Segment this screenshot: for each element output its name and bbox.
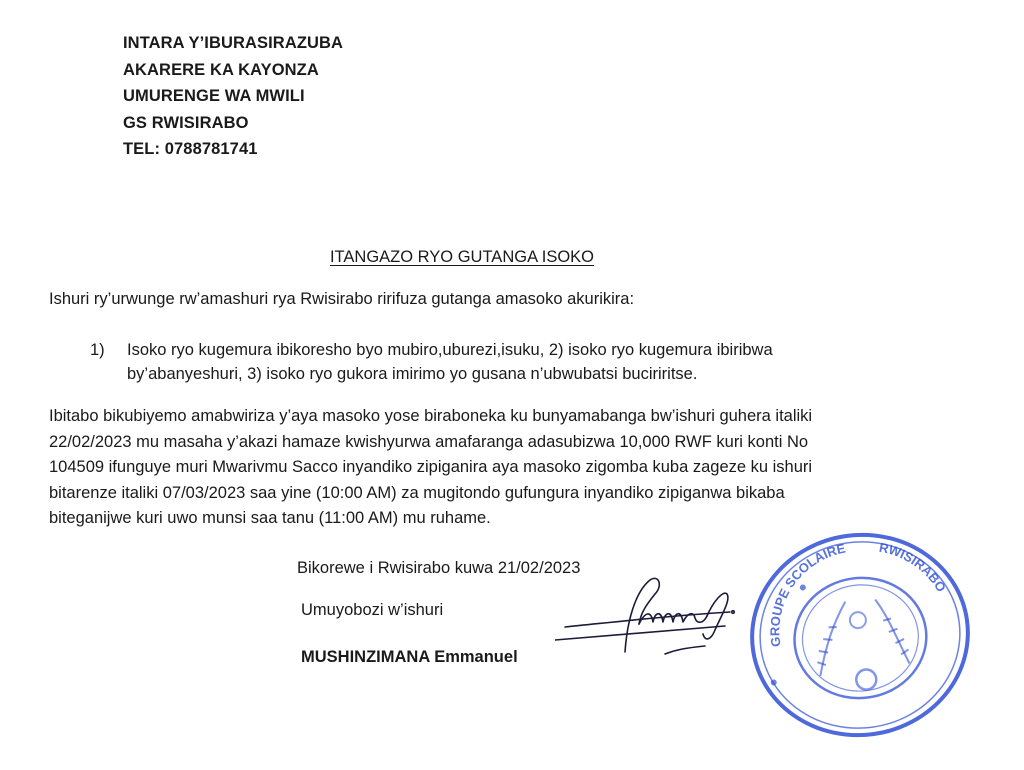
stamp-text-top: GROUPE SCOLAIRE: [767, 540, 847, 648]
letterhead-province: INTARA Y’IBURASIRAZUBA: [123, 34, 344, 52]
school-stamp: [740, 520, 980, 750]
list-item-line: Isoko ryo kugemura ibikoresho byo mubiro,uburezi,isuku, 2) isoko ryo kugemura ibiribwa: [127, 341, 773, 359]
letterhead-district: AKARERE KA KAYONZA: [123, 60, 319, 79]
body-paragraph: [49, 404, 812, 532]
handwritten-signature: [555, 572, 745, 667]
signer-name: MUSHINZIMANA Emmanuel: [301, 648, 518, 666]
stamp-text-right: RWISIRABO: [877, 539, 950, 595]
signer-role: Umuyobozi w’ishuri: [301, 601, 444, 619]
body-line: biteganijwe kuri uwo munsi saa tanu (11:00 AM) mu ruhame.: [49, 509, 491, 528]
list-item-line: by’abanyeshuri, 3) isoko ryo gukora imirimo yo gusana n’ubwubatsi buciriritse.: [127, 365, 698, 383]
body-line: 22/02/2023 mu masaha y’akazi hamaze kwishyurwa amafaranga adasubizwa 10,000 RWF kuri konti No: [49, 432, 809, 451]
body-line: Ibitabo bikubiyemo amabwiriza y’aya masoko yose biraboneka ku bunyamabanga bw’ishuri guhera italiki: [49, 407, 813, 425]
letterhead: [123, 30, 343, 163]
letterhead-sector: UMURENGE WA MWILI: [123, 87, 305, 105]
body-line: bitarenze italiki 07/03/2023 saa yine (10:00 AM) za mugitondo gufungura inyandiko zipiganwa bikaba: [49, 483, 785, 502]
letterhead-school: GS RWISIRABO: [123, 113, 249, 132]
notice-title: ITANGAZO RYO GUTANGA ISOKO: [329, 248, 595, 266]
list-item-text: [127, 338, 907, 386]
intro-paragraph: Ishuri ry’urwunge rw’amashuri rya Rwisirabo ririfuza gutanga amasoko akurikira:: [49, 290, 635, 308]
letterhead-phone: TEL: 0788781741: [123, 140, 258, 158]
list-item-number: 1): [90, 341, 105, 359]
place-date: Bikorewe i Rwisirabo kuwa 21/02/2023: [297, 559, 581, 577]
body-line: 104509 ifunguye muri Mwarivmu Sacco inyandiko zipiganira aya masoko zigomba kuba zageze ku ishuri: [49, 458, 813, 477]
